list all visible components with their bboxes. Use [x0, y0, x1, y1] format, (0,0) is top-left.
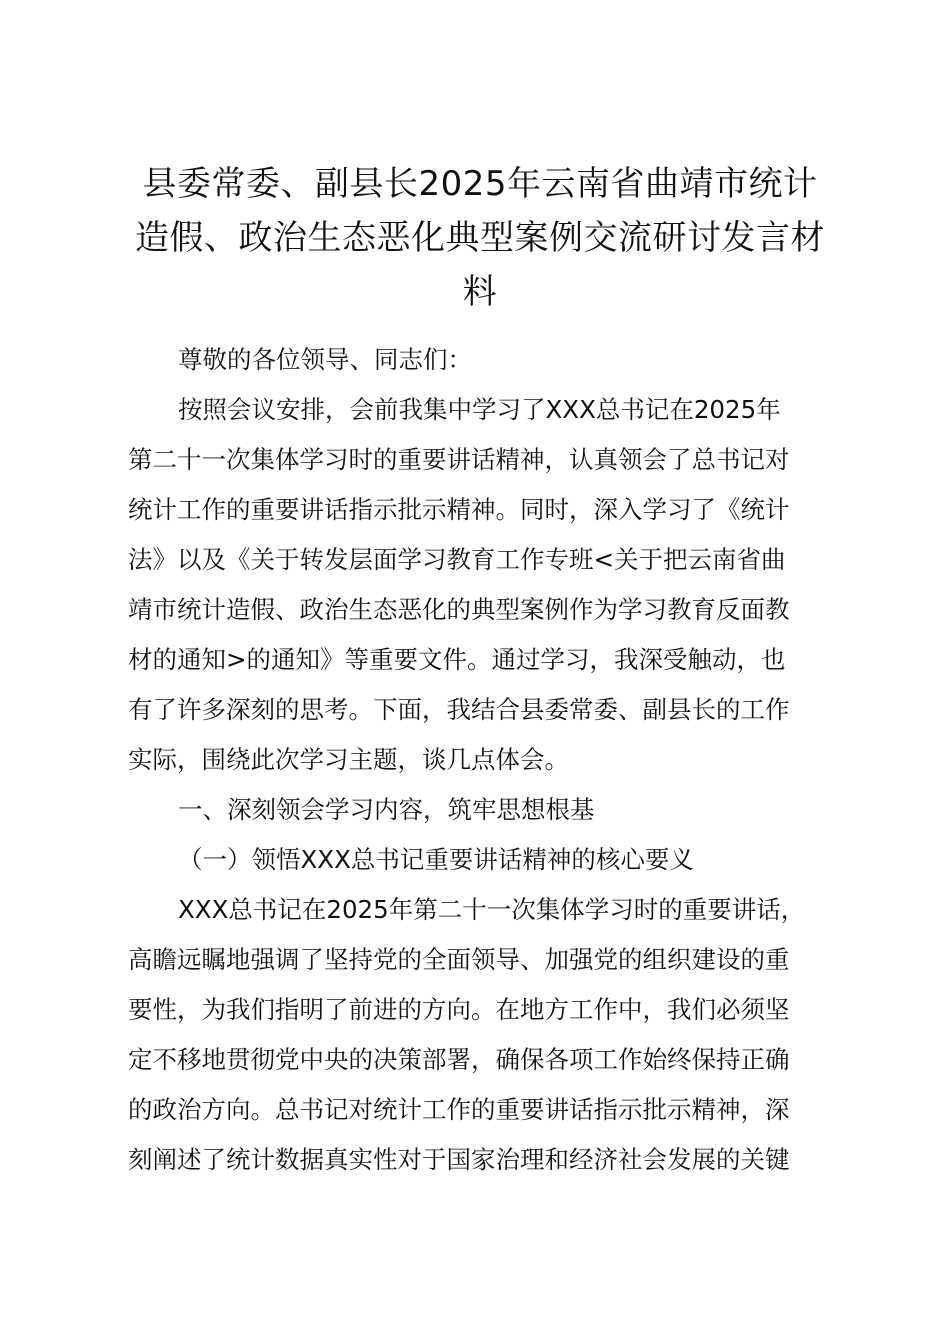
paragraph-line: XXX总书记在2025年第二十一次集体学习时的重要讲话，: [178, 895, 806, 924]
paragraph-line: 要性，为我们指明了前进的方向。在地方工作中，我们必须坚: [128, 995, 790, 1024]
paragraph-line: 高瞻远瞩地强调了坚持党的全面领导、加强党的组织建设的重: [128, 945, 790, 974]
paragraph-line: 刻阐述了统计数据真实性对于国家治理和经济社会发展的关键: [128, 1145, 790, 1174]
paragraph-line: 靖市统计造假、政治生态恶化的典型案例作为学习教育反面教: [128, 595, 790, 624]
title-line-1: 县委常委、副县长2025年云南省曲靖市统计: [142, 164, 818, 204]
paragraph-line: 按照会议安排，会前我集中学习了XXX总书记在2025年: [178, 395, 781, 424]
paragraph-line: 的政治方向。总书记对统计工作的重要讲话指示批示精神，深: [128, 1095, 790, 1124]
title-line-2: 造假、政治生态恶化典型案例交流研讨发言材: [135, 218, 825, 258]
paragraph-line: 法》以及《关于转发层面学习教育工作专班<关于把云南省曲: [128, 545, 786, 574]
salutation: 尊敬的各位领导、同志们：: [178, 345, 472, 374]
subsection-heading: （一）领悟XXX总书记重要讲话精神的核心要义: [178, 845, 694, 874]
paragraph-line: 统计工作的重要讲话指示批示精神。同时，深入学习了《统计: [128, 495, 790, 524]
document-body: [128, 335, 848, 1185]
title-line-3: 料: [462, 272, 498, 312]
paragraph-line: 实际，围绕此次学习主题，谈几点体会。: [128, 745, 569, 774]
paragraph-line: 第二十一次集体学习时的重要讲话精神，认真领会了总书记对: [128, 445, 790, 474]
document-title: [120, 157, 840, 319]
section-heading: 一、深刻领会学习内容，筑牢思想根基: [178, 795, 595, 824]
paragraph-line: 定不移地贯彻党中央的决策部署，确保各项工作始终保持正确: [128, 1045, 790, 1074]
paragraph-line: 有了许多深刻的思考。下面，我结合县委常委、副县长的工作: [128, 695, 790, 724]
paragraph-line: 材的通知>的通知》等重要文件。通过学习，我深受触动，也: [128, 645, 786, 674]
